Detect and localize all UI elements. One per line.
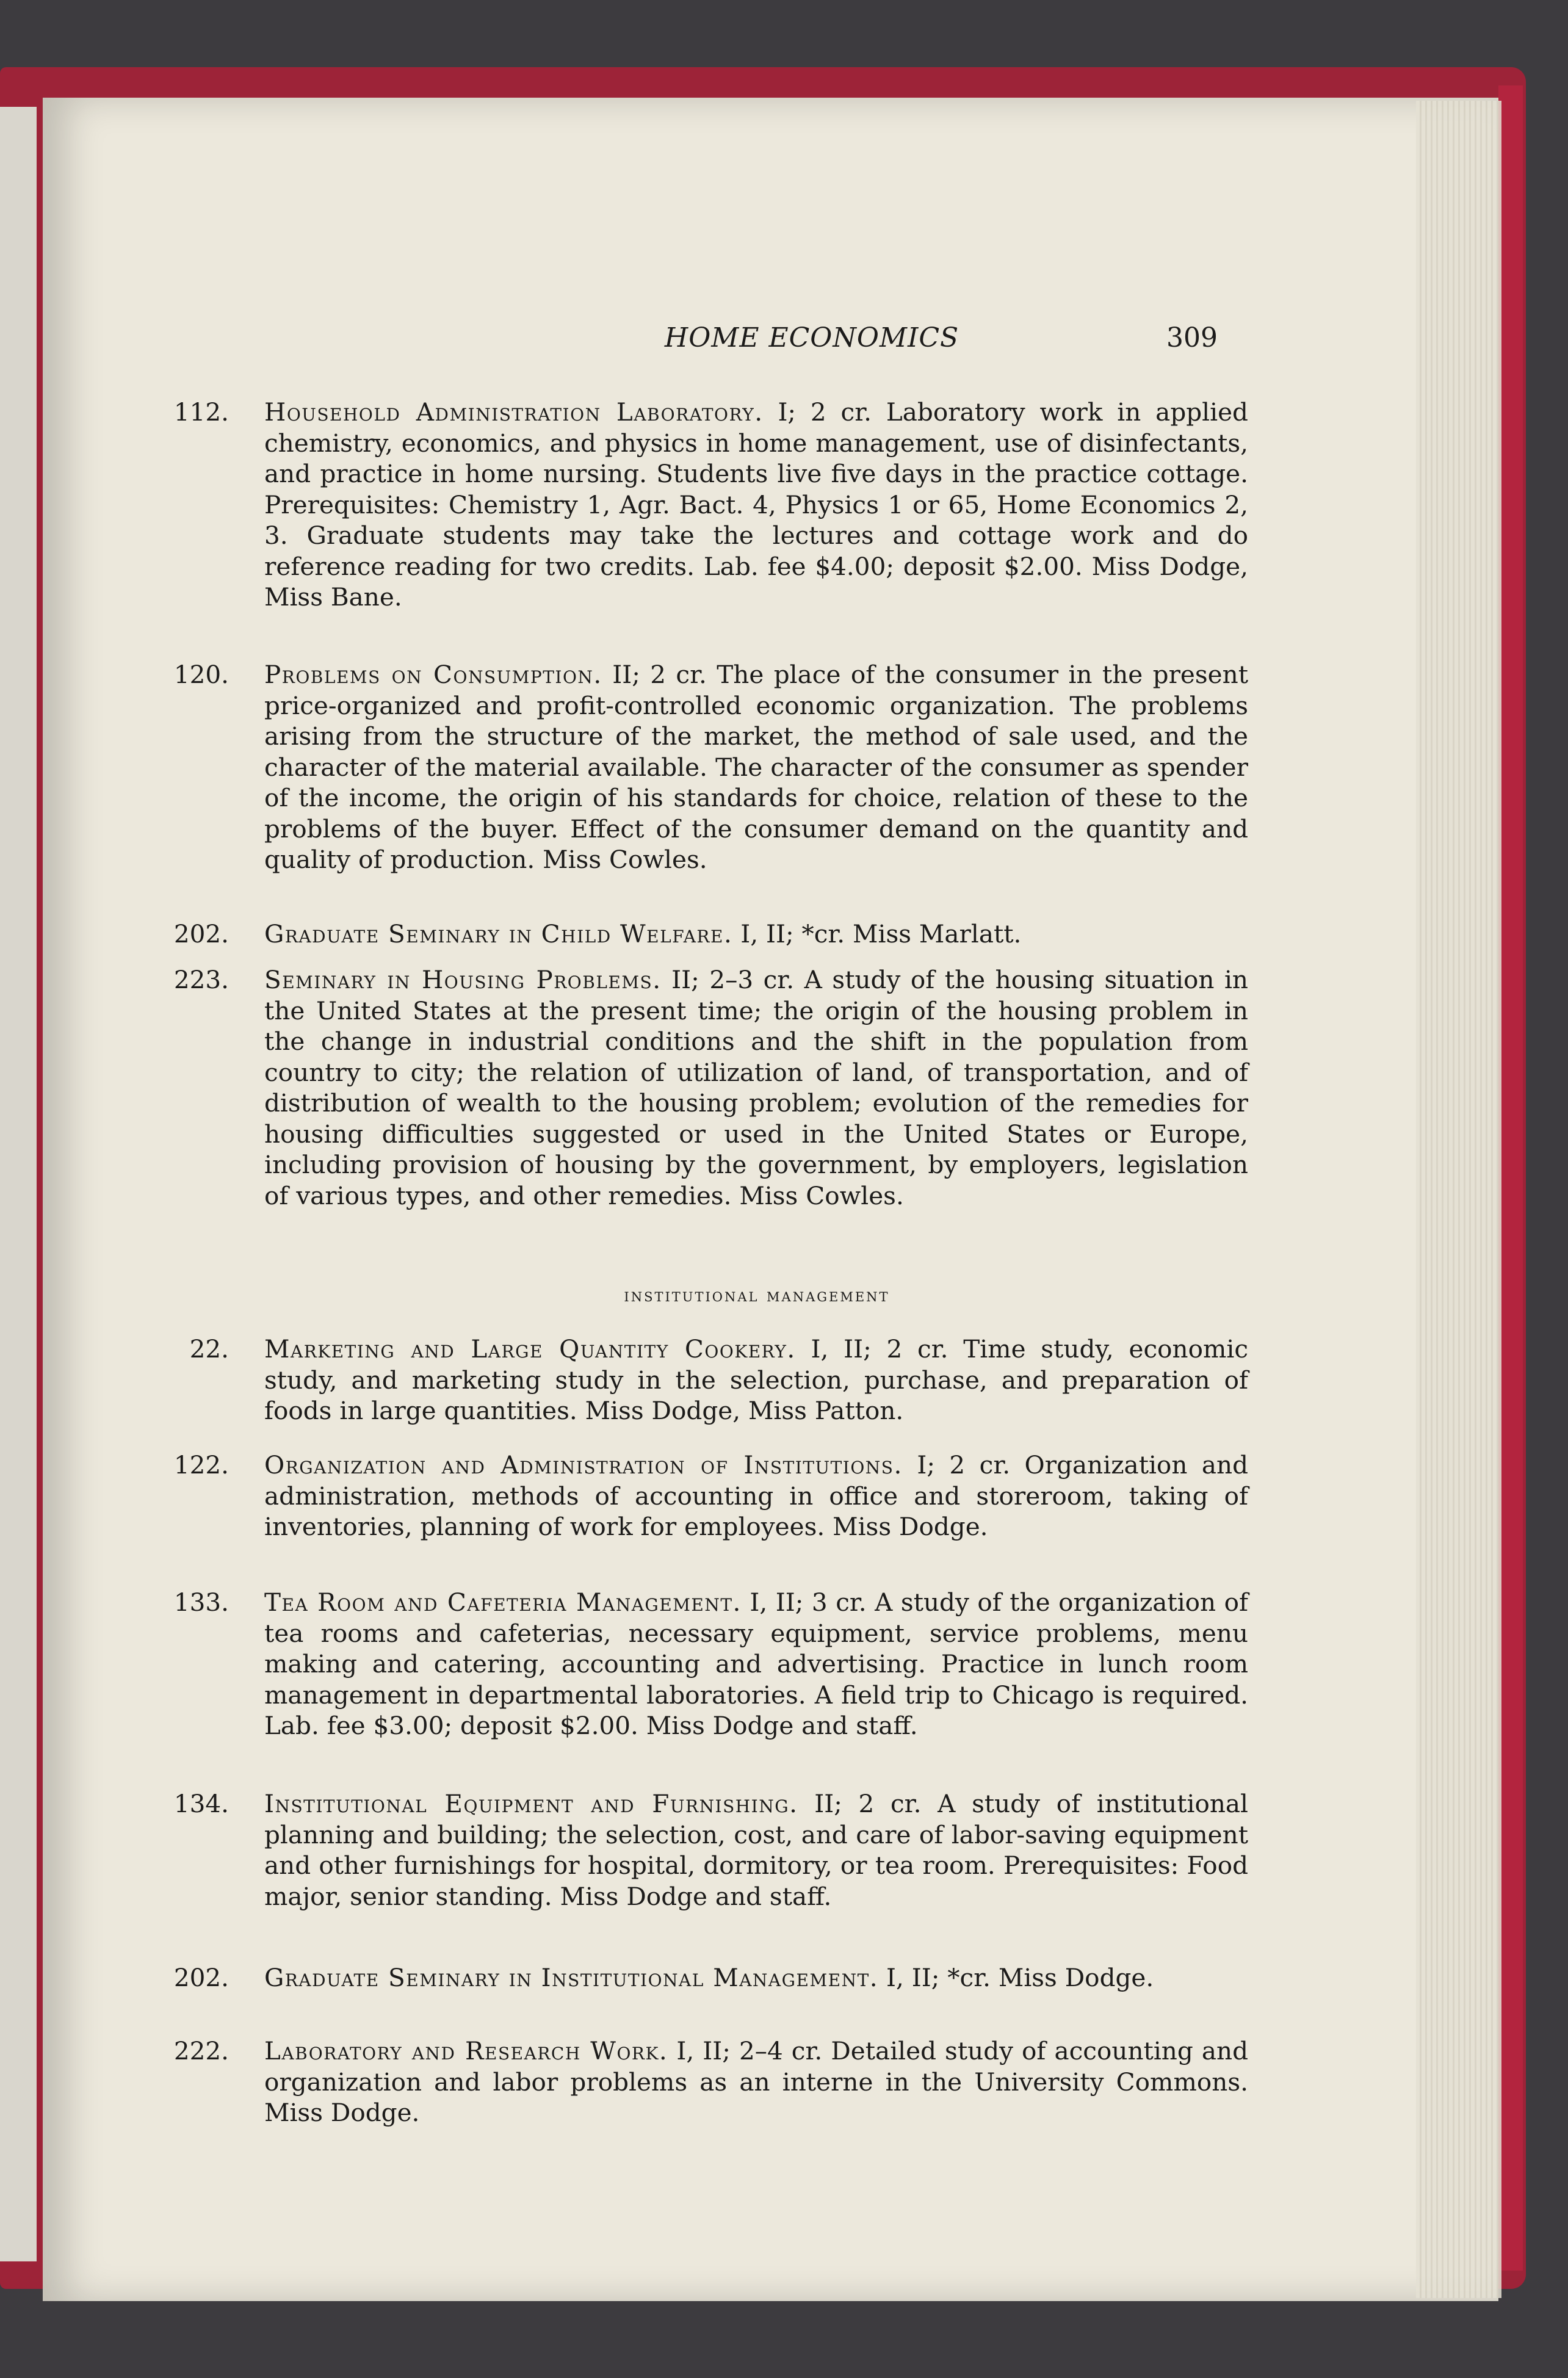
course-title: Institutional Equipment and Furnishing.	[264, 1789, 798, 1818]
course-description: II; 2 cr. A study of institutional planning and building; the selection, cost, and care of labor-saving equipment and other furnishings for hospital, dormitory, or tea room. Prerequisites: Food major, senior standing. Miss Dodge and staff.	[264, 1789, 1249, 1911]
course-title: Organization and Administration of Institutions.	[264, 1450, 903, 1480]
course-entry-122	[156, 1450, 1248, 1542]
course-entry-202-child-welfare	[156, 919, 1248, 950]
course-title: Graduate Seminary in Institutional Management.	[264, 1963, 879, 1992]
course-entry-22	[156, 1334, 1248, 1426]
course-number: 202.	[173, 919, 229, 949]
course-entry-222	[156, 2036, 1248, 2128]
course-number: 112.	[173, 397, 229, 427]
course-description: I, II; 3 cr. A study of the organization of tea rooms and cafeterias, necessary equipment, service problems, menu making and catering, accounting and advertising. Practice in lunch room management in departmental laboratories. A field trip to Chicago is required. Lab. fee $3.00; deposit $2.00. Miss Dodge and staff.	[264, 1588, 1248, 1740]
course-description: I; 2 cr. Laboratory work in applied chemistry, economics, and physics in home management, use of disinfectants, and practice in home nursing. Students live five days in the practice cottage. Prerequisites: Chemistry 1, Agr. Bact. 4, Physics 1 or 65, Home Economics 2, 3. Graduate students may take the lectures and cottage work and do reference reading for two credits. Lab. fee $4.00; deposit $2.00. Miss Dodge, Miss Bane.	[264, 397, 1248, 612]
course-text	[264, 659, 1248, 875]
course-title: Graduate Seminary in Child Welfare.	[264, 919, 733, 949]
running-head	[537, 322, 1218, 365]
course-text	[264, 2036, 1248, 2128]
course-text	[264, 919, 1248, 950]
course-text	[264, 1788, 1248, 1912]
course-description: I, II; *cr. Miss Marlatt.	[740, 919, 1022, 949]
course-title: Tea Room and Cafeteria Management.	[264, 1588, 742, 1617]
course-number: 134.	[173, 1789, 229, 1818]
course-text	[264, 964, 1248, 1211]
course-entry-120	[156, 659, 1248, 875]
course-entry-134	[156, 1788, 1248, 1912]
course-title: Household Administration Laboratory.	[264, 397, 764, 427]
course-title: Problems on Consumption.	[264, 660, 602, 689]
course-number: 202.	[173, 1963, 229, 1992]
course-number: 22.	[189, 1334, 229, 1364]
course-description: II; 2–3 cr. A study of the housing situation in the United States at the present time; the origin of the housing problem in the change in industrial conditions and the shift in the population from country to city; the relation of utilization of land, of transportation, and of distribution of wealth to the housing problem; evolution of the remedies for housing difficulties suggested or used in the United States or Europe, including provision of housing by the government, by employers, legislation of various types, and other remedies. Miss Cowles.	[264, 965, 1248, 1210]
course-description: I, II; *cr. Miss Dodge.	[886, 1963, 1154, 1992]
course-entry-223	[156, 964, 1248, 1211]
course-description: I, II; 2 cr. Time study, economic study, and marketing study in the selection, purchase, and preparation of foods in large quantities. Miss Dodge, Miss Patton.	[264, 1334, 1249, 1425]
course-number: 122.	[173, 1450, 229, 1480]
course-text	[264, 1334, 1248, 1426]
page-number: 309	[1166, 322, 1218, 353]
section-heading: institutional management	[624, 1285, 890, 1306]
course-number: 120.	[173, 660, 229, 689]
course-number: 222.	[173, 2036, 229, 2065]
course-entry-202-institutional	[156, 1962, 1248, 1993]
course-text	[264, 1450, 1248, 1542]
course-title: Laboratory and Research Work.	[264, 2036, 668, 2065]
course-title: Seminary in Housing Problems.	[264, 965, 662, 994]
course-title: Marketing and Large Quantity Cookery.	[264, 1334, 796, 1364]
course-description: I, II; 2–4 cr. Detailed study of accounting and organization and labor problems as an interne in the University Commons. Miss Dodge.	[264, 2036, 1248, 2127]
course-text	[264, 1587, 1248, 1741]
course-text	[264, 1962, 1248, 1993]
course-description: II; 2 cr. The place of the consumer in the present price-organized and profit-controlled economic organization. The problems arising from the structure of the market, the method of sale used, and the character of the material available. The character of the consumer as spender of the income, the origin of his standards for choice, relation of these to the problems of the buyer. Effect of the consumer demand on the quantity and quality of production. Miss Cowles.	[264, 660, 1249, 874]
course-entry-112	[156, 397, 1248, 613]
running-title: HOME ECONOMICS	[664, 322, 959, 353]
course-number: 133.	[173, 1588, 229, 1617]
course-number: 223.	[173, 965, 229, 994]
course-entry-133	[156, 1587, 1248, 1741]
course-text	[264, 397, 1248, 613]
course-description: I; 2 cr. Organization and administration, methods of accounting in office and storeroom, taking of inventories, planning of work for employees. Miss Dodge.	[264, 1450, 1249, 1541]
